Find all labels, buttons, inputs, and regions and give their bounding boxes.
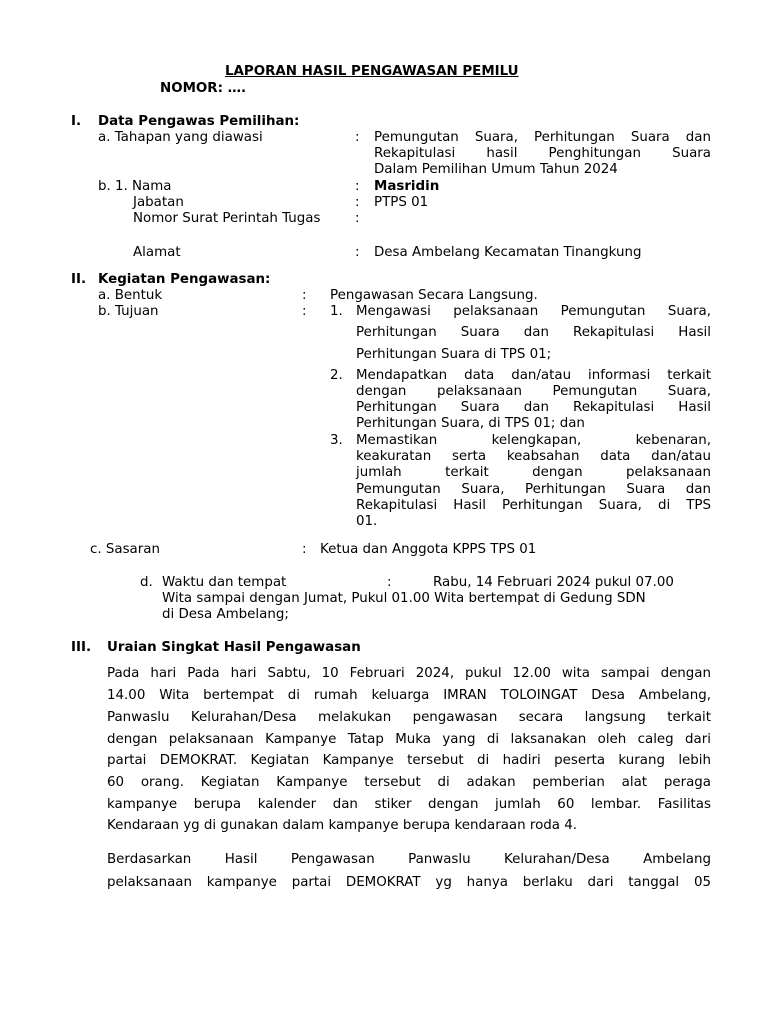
surat-tugas-label: Nomor Surat Perintah Tugas	[133, 211, 321, 226]
tahapan-line: Dalam Pemilihan Umum Tahun 2024	[374, 162, 618, 177]
jabatan-colon: :	[355, 195, 360, 210]
paragraph-1-line: partai DEMOKRAT. Kegiatan Kampanye tersebut di hadiri peserta kurang lebih	[107, 753, 711, 768]
waktu-number: d.	[140, 575, 153, 590]
tujuan-item-number: 1.	[330, 304, 343, 319]
nama-colon: :	[355, 179, 360, 194]
tujuan-item-line: Pemungutan Suara, Perhitungan Suara dan	[356, 482, 711, 497]
tujuan-item-line: 01.	[356, 514, 378, 529]
paragraph-2-line: pelaksanaan kampanye partai DEMOKRAT yg hanya berlaku dari tanggal 05	[107, 875, 711, 890]
surat-tugas-colon: :	[355, 211, 360, 226]
bentuk-label: a. Bentuk	[98, 288, 163, 303]
tujuan-colon: :	[302, 304, 307, 319]
section-2-number: II.	[71, 272, 87, 287]
tujuan-item-line: dengan pelaksanaan Pemungutan Suara,	[356, 384, 711, 399]
tujuan-item-line: Mendapatkan data dan/atau informasi terkait	[356, 368, 711, 383]
paragraph-1-line: 60 orang. Kegiatan Kampanye tersebut di adakan pemberian alat peraga	[107, 775, 711, 790]
bentuk-value: Pengawasan Secara Langsung.	[330, 288, 538, 303]
tujuan-item-line: Perhitungan Suara di TPS 01;	[356, 347, 552, 362]
paragraph-1-line: Pada hari Pada hari Sabtu, 10 Februari 2024, pukul 12.00 wita sampai dengan	[107, 666, 711, 681]
report-number: NOMOR: ….	[160, 81, 247, 96]
bentuk-colon: :	[302, 288, 307, 303]
tujuan-item-number: 2.	[330, 368, 343, 383]
tahapan-line: Rekapitulasi hasil Penghitungan Suara	[374, 146, 711, 161]
tujuan-item-line: keakuratan serta keabsahan data dan/atau	[356, 449, 711, 464]
paragraph-2-line: Berdasarkan Hasil Pengawasan Panwaslu Kelurahan/Desa Ambelang	[107, 852, 711, 867]
section-3-heading: Uraian Singkat Hasil Pengawasan	[107, 640, 361, 655]
tahapan-label: a. Tahapan yang diawasi	[98, 130, 263, 145]
alamat-label: Alamat	[133, 245, 181, 260]
paragraph-1-line: kampanye berupa kalender dan stiker dengan jumlah 60 lembar. Fasilitas	[107, 797, 711, 812]
waktu-line: Rabu, 14 Februari 2024 pukul 07.00	[433, 575, 674, 590]
paragraph-1-line: Kendaraan yg di gunakan dalam kampanye berupa kendaraan roda 4.	[107, 818, 578, 833]
tahapan-line: Pemungutan Suara, Perhitungan Suara dan	[374, 130, 711, 145]
tujuan-item-number: 3.	[330, 433, 343, 448]
section-1-heading: Data Pengawas Pemilihan:	[98, 114, 300, 129]
alamat-colon: :	[355, 245, 360, 260]
waktu-line: Wita sampai dengan Jumat, Pukul 01.00 Wita bertempat di Gedung SDN	[162, 591, 646, 606]
tujuan-item-line: Perhitungan Suara dan Rekapitulasi Hasil	[356, 400, 711, 415]
waktu-line: di Desa Ambelang;	[162, 607, 289, 622]
nama-value: Masridin	[374, 179, 440, 194]
sasaran-label: c. Sasaran	[90, 542, 160, 557]
tujuan-item-line: Mengawasi pelaksanaan Pemungutan Suara,	[356, 304, 711, 319]
tahapan-colon: :	[355, 130, 360, 145]
waktu-colon: :	[387, 575, 392, 590]
tujuan-item-line: Memastikan kelengkapan, kebenaran,	[356, 433, 711, 448]
sasaran-value: Ketua dan Anggota KPPS TPS 01	[320, 542, 537, 557]
jabatan-label: Jabatan	[133, 195, 184, 210]
waktu-label: Waktu dan tempat	[162, 575, 287, 590]
paragraph-1-line: 14.00 Wita bertempat di rumah keluarga IMRAN TOLOINGAT Desa Ambelang,	[107, 688, 711, 703]
paragraph-1-line: Panwaslu Kelurahan/Desa melakukan pengawasan secara langsung terkait	[107, 710, 711, 725]
section-2-heading: Kegiatan Pengawasan:	[98, 272, 271, 287]
section-1-number: I.	[71, 114, 82, 129]
jabatan-value: PTPS 01	[374, 195, 429, 210]
sasaran-colon: :	[302, 542, 307, 557]
alamat-value: Desa Ambelang Kecamatan Tinangkung	[374, 245, 642, 260]
tujuan-item-line: Perhitungan Suara dan Rekapitulasi Hasil	[356, 325, 711, 340]
tujuan-item-line: jumlah terkait dengan pelaksanaan	[356, 465, 711, 480]
paragraph-1-line: dengan pelaksanaan Kampanye Tatap Muka yang di laksanakan oleh caleg dari	[107, 732, 711, 747]
tujuan-item-line: Perhitungan Suara, di TPS 01; dan	[356, 416, 585, 431]
report-title: LAPORAN HASIL PENGAWASAN PEMILU	[225, 64, 519, 79]
tujuan-item-line: Rekapitulasi Hasil Perhitungan Suara, di TPS	[356, 498, 711, 513]
tujuan-label: b. Tujuan	[98, 304, 159, 319]
section-3-number: III.	[71, 640, 92, 655]
nama-label: b. 1. Nama	[98, 179, 172, 194]
